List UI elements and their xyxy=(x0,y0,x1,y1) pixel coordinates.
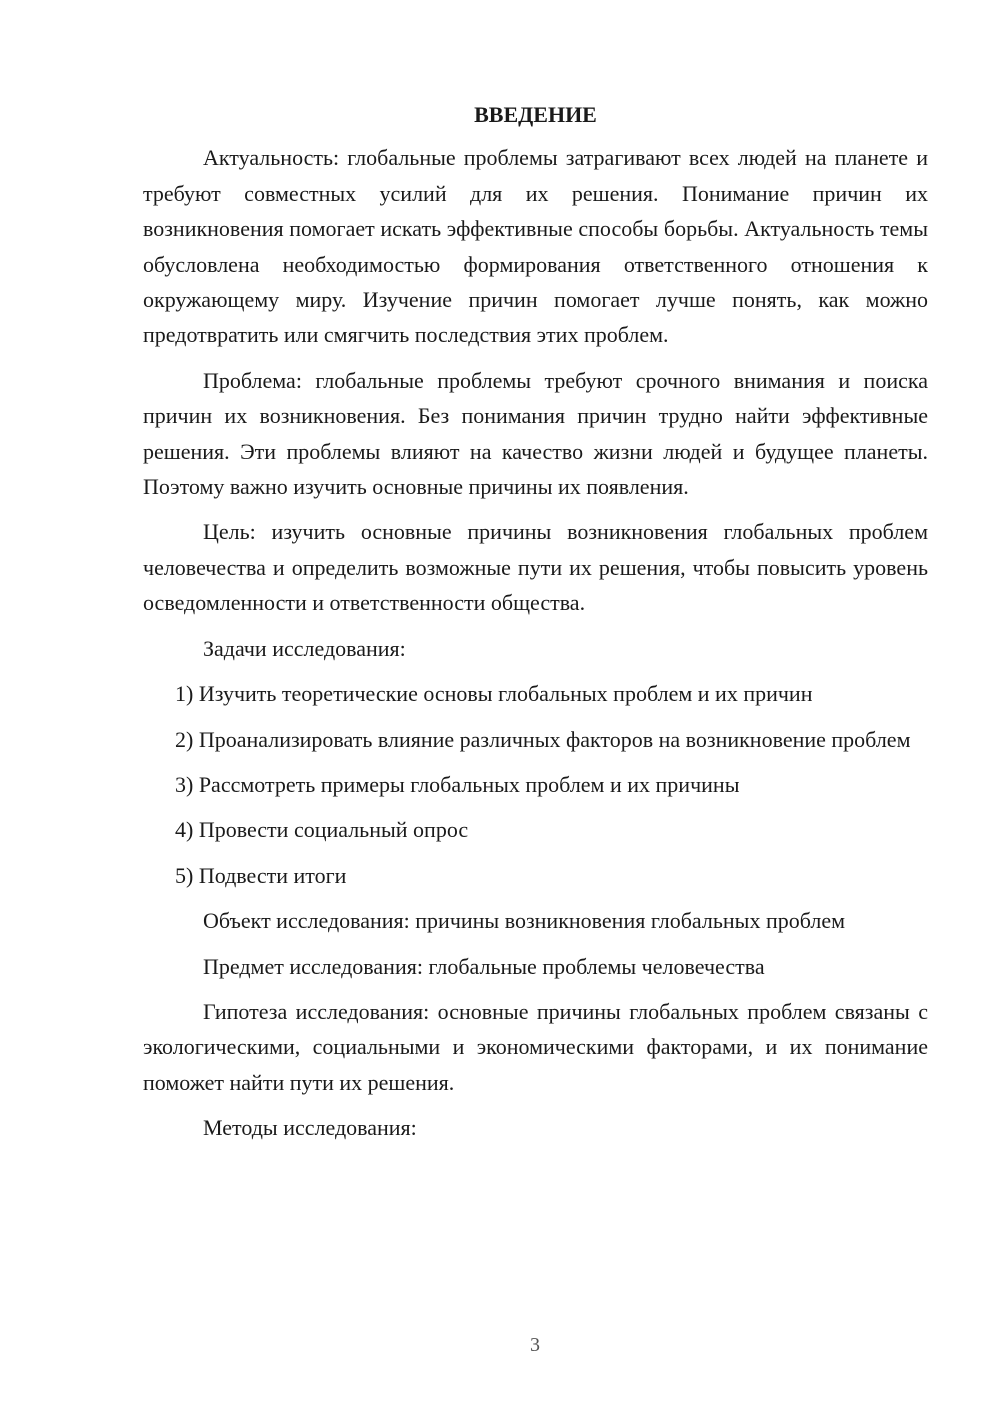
task-item-4: 4) Провести социальный опрос xyxy=(175,817,469,843)
page-number: 3 xyxy=(530,1334,540,1356)
page-content xyxy=(143,97,928,1156)
section-title: ВВЕДЕНИЕ xyxy=(474,102,597,127)
paragraph-hypothesis: Гипотеза исследования: основные причины глобальных проблем связаны с экологическими, социальными и экономическими факторами, и их понимание поможет найти пути их решения. xyxy=(143,998,928,1095)
tasks-heading: Задачи исследования: xyxy=(203,635,406,661)
paragraph-goal: Цель: изучить основные причины возникновения глобальных проблем человечества и определить возможные пути их решения, чтобы повысить уровень осведомленности и ответственности общества. xyxy=(143,519,928,616)
methods-heading: Методы исследования: xyxy=(203,1115,417,1141)
paragraph-problem: Проблема: глобальные проблемы требуют срочного внимания и поиска причин их возникновения. Без понимания причин трудно найти эффективные решения. Эти проблемы влияют на качество жизни людей и будущее планеты. Поэтому важно изучить основные причины их появления. xyxy=(143,367,928,500)
task-item-3: 3) Рассмотреть примеры глобальных проблем и их причины xyxy=(175,771,740,797)
paragraph-object: Объект исследования: причины возникновения глобальных проблем xyxy=(203,908,846,934)
task-item-2: 2) Проанализировать влияние различных факторов на возникновение проблем xyxy=(175,726,911,752)
task-item-1: 1) Изучить теоретические основы глобальных проблем и их причин xyxy=(175,681,813,707)
paragraph-relevance: Актуальность: глобальные проблемы затрагивают всех людей на планете и требуют совместных усилий для их решения. Понимание причин их возникновения помогает искать эффективные способы борьбы. Актуальность темы обусловлена необходимостью формирования ответственного отношения к окружающему миру. Изучение причин помогает лучше понять, как можно предотвратить или смягчить последствия этих проблем. xyxy=(143,145,928,348)
task-item-5: 5) Подвести итоги xyxy=(175,862,347,888)
paragraph-subject: Предмет исследования: глобальные проблемы человечества xyxy=(203,953,765,979)
